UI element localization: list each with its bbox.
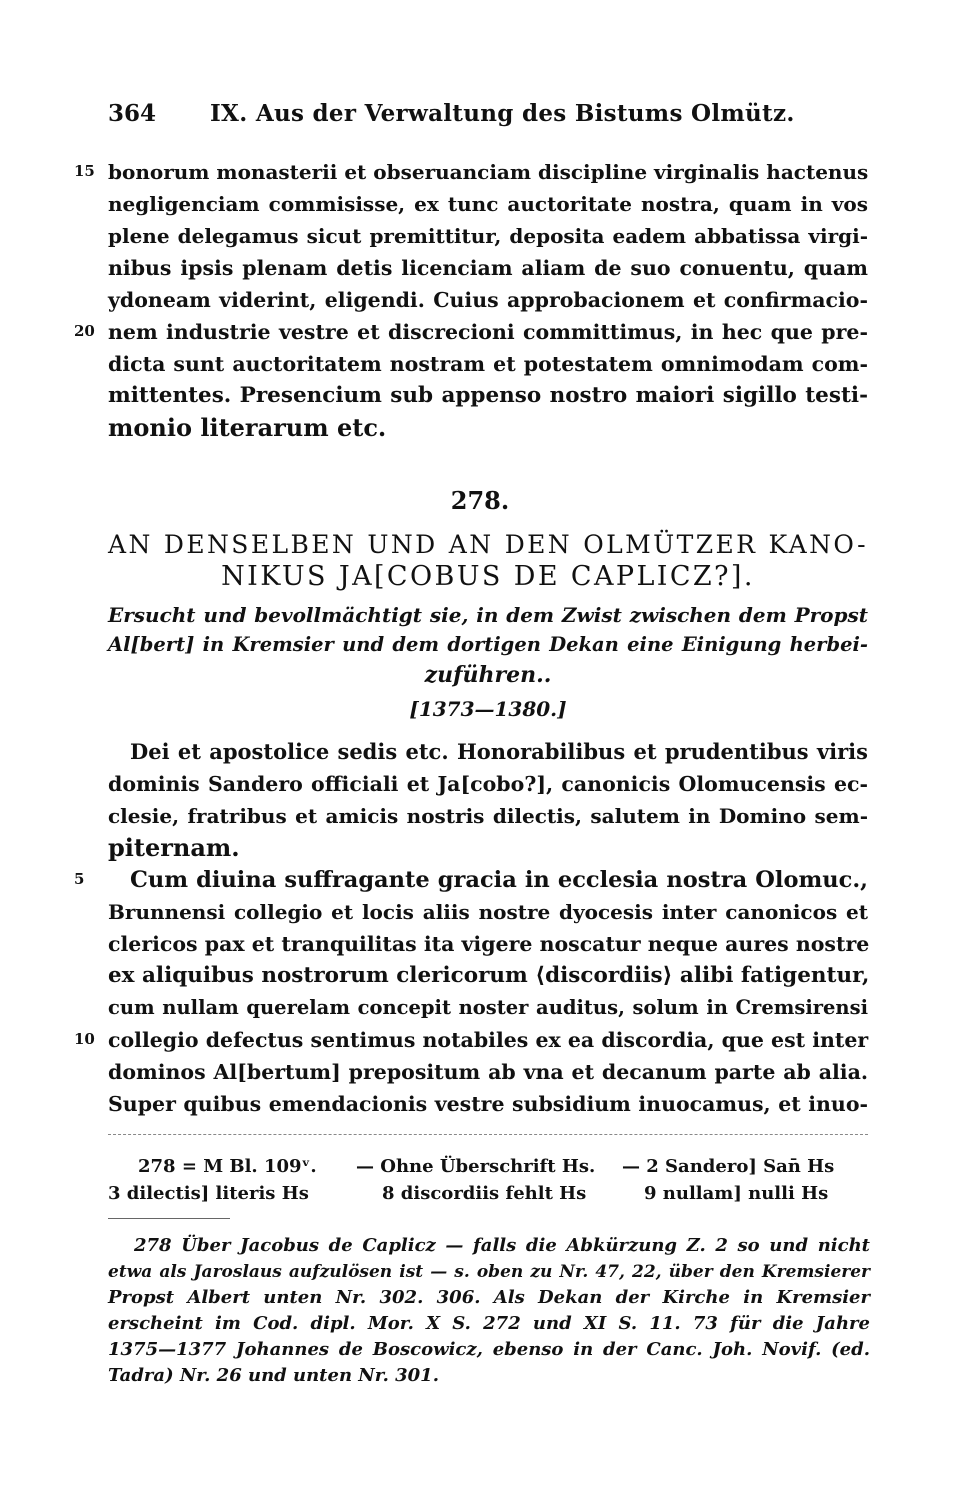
running-title: IX. Aus der Verwaltung des Bistums Olmütz.	[210, 100, 795, 127]
text-line: dominis Sandero officiali et Ja[cobo?], canonicis Olomucensis ec-	[108, 772, 868, 796]
text-line: cum nullam querelam concepit noster auditus, solum in Cremsirensi	[108, 996, 868, 1019]
text-line: dicta sunt auctoritatem nostram et potestatem omnimodam com-	[108, 352, 868, 376]
apparatus-entry: — 2 Sandero] San̄ Hs	[622, 1156, 835, 1177]
text-line: clesie, fratribus et amicis nostris dilectis, salutem in Domino sem-	[108, 804, 868, 828]
text-line: Dei et apostolice sedis etc. Honorabilibus et prudentibus viris	[130, 739, 868, 764]
text-line: clericos pax et tranquilitas ita vigere noscatur neque aures nostre	[108, 932, 870, 956]
document-title-line: AN DENSELBEN UND AN DEN OLMÜTZER KANO-	[108, 530, 868, 559]
note-line: etwa als Jaroslaus aufzulösen ist — s. oben zu Nr. 47, 22, über den Kremsierer	[108, 1262, 870, 1282]
page-number: 364	[108, 100, 157, 127]
text-line: bonorum monasterii et obseruanciam discipline virginalis hactenus	[108, 160, 869, 184]
apparatus-entry: 9 nullam] nulli Hs	[644, 1183, 829, 1204]
text-line: Brunnensi collegio et locis aliis nostre dyocesis inter canonicos et	[108, 900, 868, 924]
summary-line: zuführen..	[424, 662, 552, 688]
separator-rule-short	[108, 1218, 230, 1219]
line-marker: 20	[74, 322, 95, 340]
document-date: [1373—1380.]	[409, 697, 567, 721]
text-line: dominos Al[bertum] prepositum ab vna et decanum parte ab alia.	[108, 1060, 868, 1084]
text-line: mittentes. Presencium sub appenso nostro maiori sigillo testi-	[108, 383, 868, 408]
text-line: collegio defectus sentimus notabiles ex ea discordia, que est inter	[108, 1028, 869, 1052]
text-line: ydoneam viderint, eligendi. Cuius approbacionem et confirmacio-	[108, 288, 868, 312]
text-line: negligenciam commisisse, ex tunc auctoritate nostra, quam in vos	[108, 192, 868, 216]
apparatus-entry: — Ohne Überschrift Hs.	[356, 1156, 596, 1177]
document-number: 278.	[450, 486, 510, 515]
line-marker: 15	[74, 162, 95, 180]
text-line: Super quibus emendacionis vestre subsidium inuocamus, et inuo-	[108, 1092, 868, 1116]
apparatus-entry: 278 = M Bl. 109ᵛ.	[138, 1156, 317, 1177]
note-line: 1375—1377 Johannes de Boscowicz, ebenso in der Canc. Joh. Novif. (ed.	[108, 1339, 870, 1360]
apparatus-entry: 8 discordiis fehlt Hs	[382, 1183, 587, 1204]
summary-line: Al[bert] in Kremsier und dem dortigen Dekan eine Einigung herbei-	[108, 633, 868, 656]
summary-line: Ersucht und bevollmächtigt sie, in dem Zwist zwischen dem Propst	[108, 603, 868, 627]
text-line: ex aliquibus nostrorum clericorum ⟨discordiis⟩ alibi fatigentur,	[108, 963, 870, 988]
line-marker: 5	[74, 870, 85, 888]
text-line: piternam.	[108, 833, 240, 862]
text-line: plene delegamus sicut premittitur, deposita eadem abbatissa virgi-	[108, 224, 868, 248]
note-line: Propst Albert unten Nr. 302. 306. Als Dekan der Kirche in Kremsier	[108, 1287, 870, 1308]
apparatus-entry: 3 dilectis] literis Hs	[108, 1183, 309, 1204]
note-line: Tadra) Nr. 26 und unten Nr. 301.	[108, 1365, 439, 1386]
text-line: nem industrie vestre et discrecioni committimus, in hec que pre-	[108, 320, 868, 344]
text-line: monio literarum etc.	[108, 413, 387, 442]
note-line: erscheint im Cod. dipl. Mor. X S. 272 und XI S. 11. 73 für die Jahre	[108, 1313, 870, 1334]
text-line: Cum diuina suffragante gracia in ecclesia nostra Olomuc.,	[130, 867, 868, 893]
note-line: 278 Über Jacobus de Caplicz — falls die Abkürzung Z. 2 so und nicht	[134, 1235, 870, 1256]
separator-rule	[108, 1134, 868, 1135]
document-title-line: NIKUS JA[COBUS DE CAPLICZ?].	[221, 561, 755, 592]
page-header	[108, 100, 860, 130]
line-marker: 10	[74, 1030, 95, 1048]
text-line: nibus ipsis plenam detis licenciam aliam de suo conuentu, quam	[108, 256, 868, 280]
